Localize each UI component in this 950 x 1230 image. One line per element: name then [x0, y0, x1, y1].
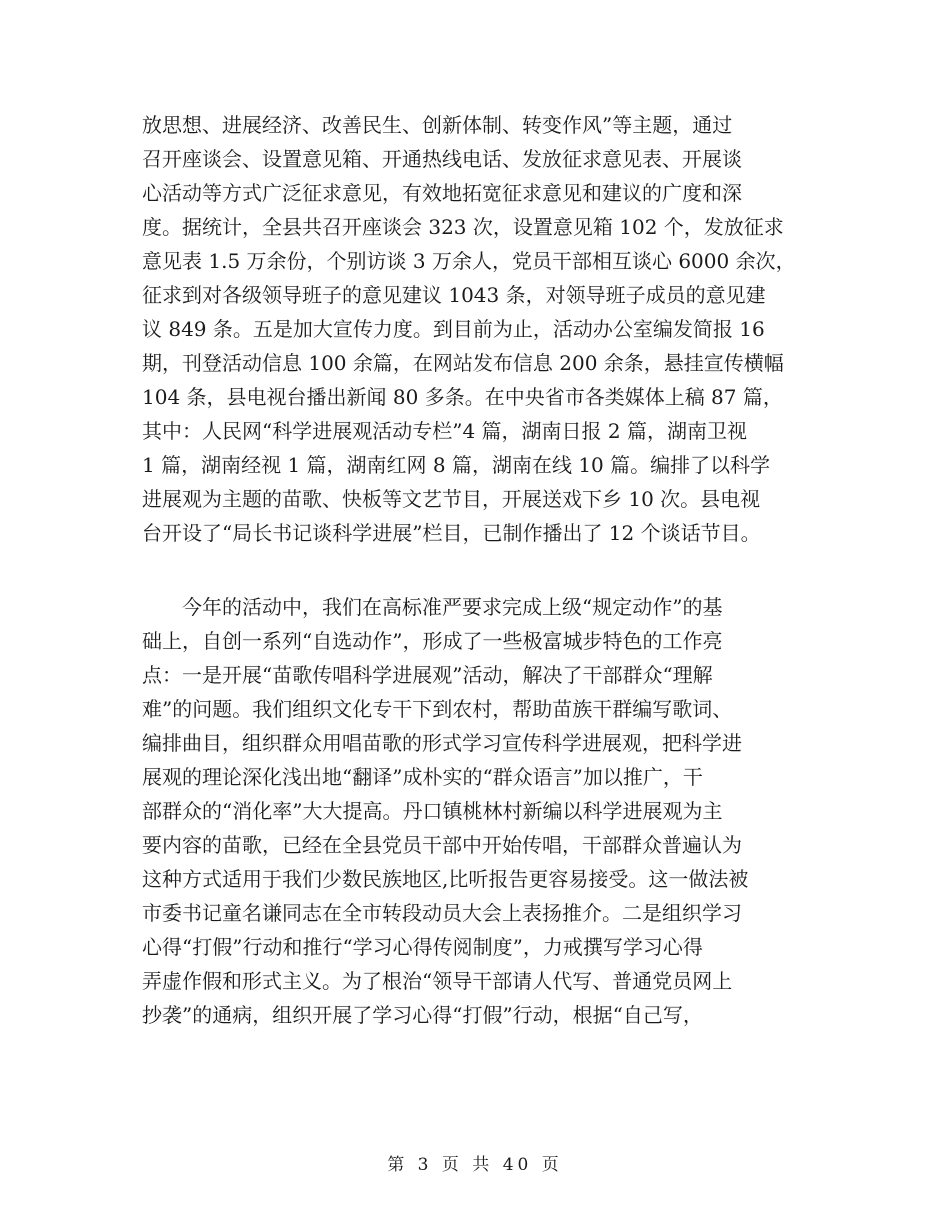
- page-number-footer: 第 3 页 共 40 页: [387, 1155, 563, 1175]
- text-line: 心得“打假”行动和推行“学习心得传阅制度”，力戒撰写学习心得: [142, 935, 703, 959]
- text-line: 要内容的苗歌，已经在全县党员干部中开始传唱，干部群众普遍认为: [142, 833, 742, 857]
- text-line: 放思想、进展经济、改善民生、创新体制、转变作风”等主题，通过: [142, 113, 733, 137]
- text-line: 这种方式适用于我们少数民族地区,比听报告更容易接受。这一做法被: [142, 867, 749, 891]
- text-line: 度。据统计，全县共召开座谈会 323 次，设置意见箱 102 个，发放征求: [142, 215, 784, 239]
- text-line: 1 篇，湖南经视 1 篇，湖南红网 8 篇，湖南在线 10 篇。编排了以科学: [142, 453, 771, 477]
- text-line: 难”的问题。我们组织文化专干下到农村，帮助苗族干群编写歌词、: [142, 697, 733, 721]
- text-line: 意见表 1.5 万余份，个别访谈 3 万余人，党员干部相互谈心 6000 余次，: [142, 249, 796, 273]
- paragraph-spacer: [142, 550, 822, 590]
- text-line: 征求到对各级领导班子的意见建议 1043 条，对领导班子成员的意见建: [142, 283, 766, 307]
- text-line: 弄虚作假和形式主义。为了根治“领导干部请人代写、普通党员网上: [142, 969, 733, 993]
- paragraph-1: [142, 108, 822, 550]
- text-line: 今年的活动中，我们在高标准严要求完成上级“规定动作”的基: [182, 595, 723, 619]
- paragraph-2: [142, 590, 822, 1032]
- text-line: 编排曲目，组织群众用唱苗歌的形式学习宣传科学进展观，把科学进: [142, 731, 742, 755]
- text-line: 市委书记童名谦同志在全市转段动员大会上表扬推介。二是组织学习: [142, 901, 742, 925]
- document-body: [142, 108, 822, 1032]
- text-line: 础上，自创一系列“自选动作”，形成了一些极富城步特色的工作亮: [142, 629, 723, 653]
- text-line: 台开设了“局长书记谈科学进展”栏目，已制作播出了 12 个谈话节目。: [142, 521, 761, 545]
- text-line: 部群众的“消化率”大大提高。丹口镇桃林村新编以科学进展观为主: [142, 799, 723, 823]
- text-line: 抄袭”的通病，组织开展了学习心得“打假”行动，根据“自己写，: [142, 1003, 703, 1027]
- text-line: 进展观为主题的苗歌、快板等文艺节目，开展送戏下乡 10 次。县电视: [142, 487, 761, 511]
- text-line: 104 条，县电视台播出新闻 80 多条。在中央省市各类媒体上稿 87 篇，: [142, 385, 783, 409]
- text-line: 点：一是开展“苗歌传唱科学进展观”活动，解决了干部群众“理解: [142, 663, 713, 687]
- text-line: 召开座谈会、设置意见箱、开通热线电话、发放征求意见表、开展谈: [142, 147, 742, 171]
- text-line: 展观的理论深化浅出地“翻译”成朴实的“群众语言”加以推广，干: [142, 765, 703, 789]
- text-line: 心活动等方式广泛征求意见，有效地拓宽征求意见和建议的广度和深: [142, 181, 742, 205]
- text-line: 议 849 条。五是加大宣传力度。到目前为止，活动办公室编发简报 16: [142, 317, 765, 341]
- text-line: 其中：人民网“科学进展观活动专栏”4 篇，湖南日报 2 篇，湖南卫视: [142, 419, 747, 443]
- text-line: 期，刊登活动信息 100 余篇，在网站发布信息 200 余条，悬挂宣传横幅: [142, 351, 784, 375]
